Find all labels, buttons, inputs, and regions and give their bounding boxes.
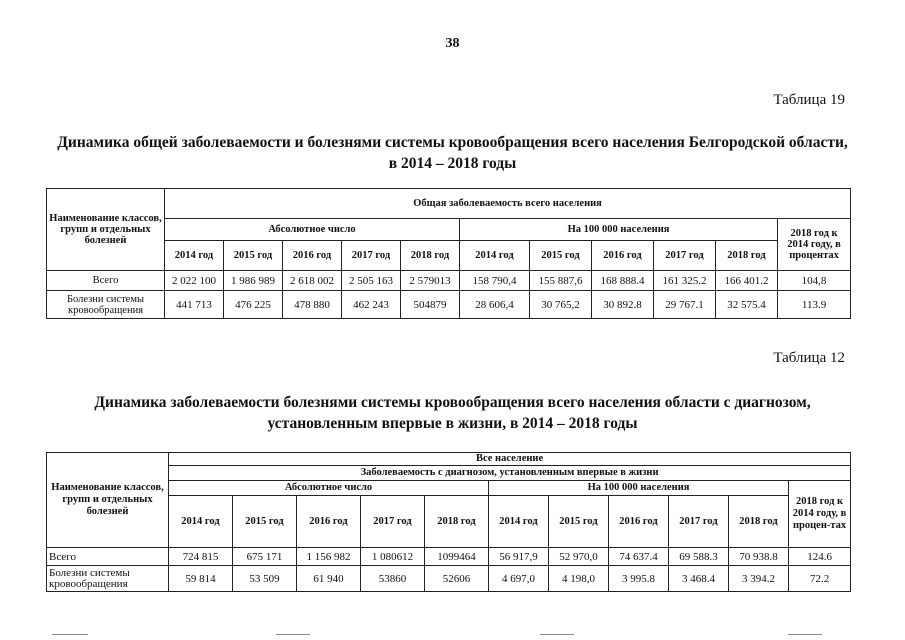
table12-title [40,392,865,434]
table19-abs-header: Абсолютное число [165,219,460,241]
table-cell: 72.2 [789,566,851,592]
table19-abs-year: 2018 год [401,241,460,271]
row-name: Болезни системы кровообращения [47,566,169,592]
table19-pct-header: 2018 год к 2014 году, в процентах [778,219,851,271]
table12-group-header: Все население [169,453,851,466]
table-row [47,271,851,291]
table-cell: 53 509 [233,566,297,592]
table19-abs-year: 2015 год [224,241,283,271]
table19 [46,188,851,319]
table-cell: 30 765,2 [530,291,592,319]
table19-per-year: 2016 год [592,241,654,271]
table12-abs-year: 2014 год [169,496,233,548]
row-name: Болезни системы кровообращения [47,291,165,319]
table12-abs-year: 2018 год [425,496,489,548]
table-cell: 441 713 [165,291,224,319]
table-cell: 4 697,0 [489,566,549,592]
table-cell: 675 171 [233,548,297,566]
table-cell: 2 579013 [401,271,460,291]
table-cell: 29 767.1 [654,291,716,319]
table19-per-year: 2014 год [460,241,530,271]
table-cell: 52606 [425,566,489,592]
table-cell: 1 986 989 [224,271,283,291]
table-cell: 166 401.2 [716,271,778,291]
scan-artifact [788,634,822,635]
table-cell: 61 940 [297,566,361,592]
table-cell: 2 505 163 [342,271,401,291]
table12-per-header: На 100 000 населения [489,481,789,496]
table-row [47,566,851,592]
table19-abs-year: 2014 год [165,241,224,271]
table-cell: 2 022 100 [165,271,224,291]
table-cell: 504879 [401,291,460,319]
table-cell: 168 888.4 [592,271,654,291]
table12-abs-year: 2017 год [361,496,425,548]
scan-artifact [540,634,574,635]
table-cell: 476 225 [224,291,283,319]
row-name: Всего [47,548,169,566]
table-cell: 161 325.2 [654,271,716,291]
table-cell: 462 243 [342,291,401,319]
table-row [47,291,851,319]
table12-label: Таблица 12 [773,350,845,366]
page-number: 38 [445,36,460,51]
table-cell: 56 917,9 [489,548,549,566]
table19-label: Таблица 19 [773,92,845,108]
table12-per-year: 2014 год [489,496,549,548]
table-cell: 4 198,0 [549,566,609,592]
table12-pct-header: 2018 год к 2014 году, в процен-тах [789,481,851,548]
table12-per-year: 2016 год [609,496,669,548]
table19-name-header: Наименование классов, групп и отдельных болезней [47,189,165,271]
table12-sub-header: Заболеваемость с диагнозом, установленным впервые в жизни [169,466,851,481]
table-cell: 69 588.3 [669,548,729,566]
table-cell: 155 887,6 [530,271,592,291]
table12-name-header: Наименование классов, групп и отдельных болезней [47,453,169,548]
table-row [47,548,851,566]
scan-artifact [276,634,310,635]
table12-abs-year: 2015 год [233,496,297,548]
table-cell: 724 815 [169,548,233,566]
table19-per-header: На 100 000 населения [460,219,778,241]
table-cell: 28 606,4 [460,291,530,319]
table-cell: 104,8 [778,271,851,291]
table12-abs-header: Абсолютное число [169,481,489,496]
table-cell: 478 880 [283,291,342,319]
table12-abs-year: 2016 год [297,496,361,548]
table-cell: 53860 [361,566,425,592]
table12-per-year: 2015 год [549,496,609,548]
table-cell: 30 892.8 [592,291,654,319]
table-cell: 70 938.8 [729,548,789,566]
table-cell: 74 637.4 [609,548,669,566]
table19-per-year: 2017 год [654,241,716,271]
row-name: Всего [47,271,165,291]
table12-per-year: 2017 год [669,496,729,548]
table-cell: 1 080612 [361,548,425,566]
table12-title-line1: Динамика заболеваемости болезнями системы кровообращения всего населения области с диагнозом, [94,394,811,411]
table19-title-line2: в 2014 – 2018 годы [388,155,517,172]
table-cell: 113.9 [778,291,851,319]
table19-title [40,132,865,174]
table19-per-year: 2018 год [716,241,778,271]
table-cell: 2 618 002 [283,271,342,291]
table12-title-line2: установленным впервые в жизни, в 2014 – 2018 годы [267,415,638,432]
scan-artifact [52,634,88,635]
table19-title-line1: Динамика общей заболеваемости и болезнями системы кровообращения всего населения Белгородской области, [57,134,848,151]
table-cell: 32 575.4 [716,291,778,319]
table19-abs-year: 2017 год [342,241,401,271]
table-cell: 52 970,0 [549,548,609,566]
table-cell: 59 814 [169,566,233,592]
table-cell: 1099464 [425,548,489,566]
table12 [46,452,851,592]
table12-per-year: 2018 год [729,496,789,548]
table19-per-year: 2015 год [530,241,592,271]
table-cell: 158 790,4 [460,271,530,291]
table-cell: 124.6 [789,548,851,566]
table19-abs-year: 2016 год [283,241,342,271]
table-cell: 3 394.2 [729,566,789,592]
table19-group-header: Общая заболеваемость всего населения [165,189,851,219]
table-cell: 3 468.4 [669,566,729,592]
table-cell: 3 995.8 [609,566,669,592]
table-cell: 1 156 982 [297,548,361,566]
